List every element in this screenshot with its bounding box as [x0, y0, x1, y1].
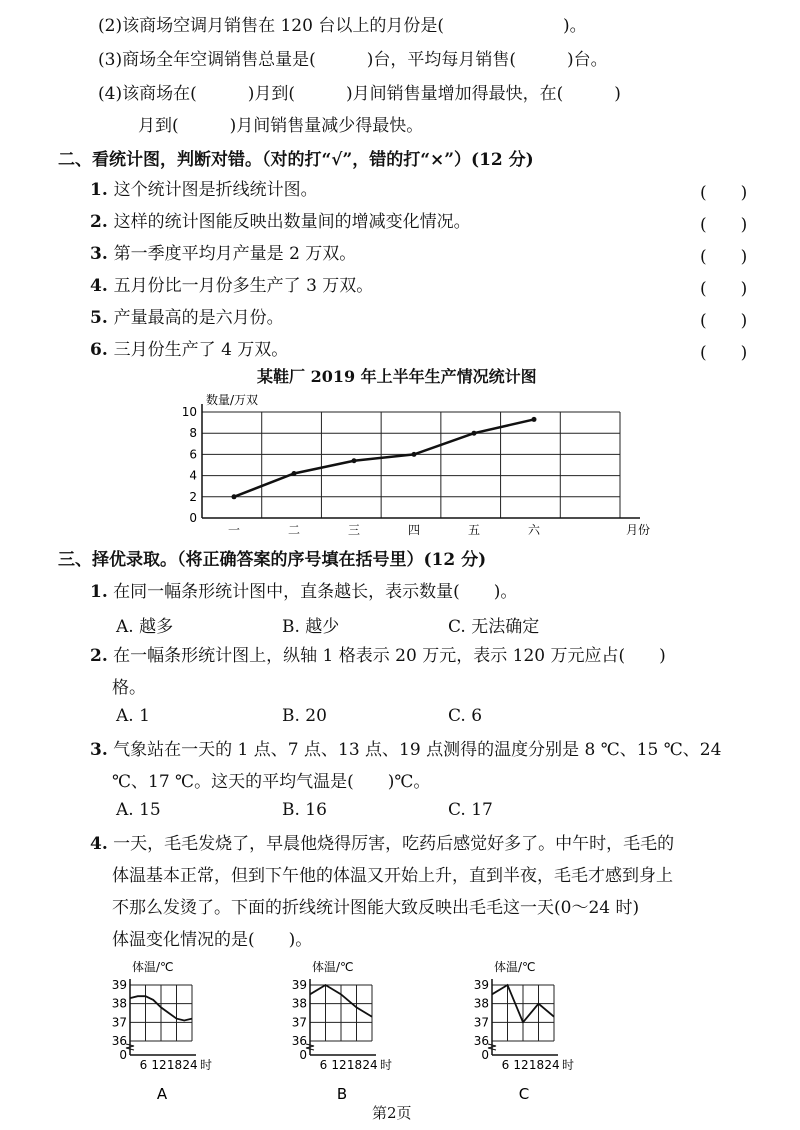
answer-parens[interactable]: ( ): [700, 215, 748, 235]
x-tick-label: 12: [331, 1058, 347, 1072]
y-tick-label: 0: [481, 1048, 489, 1062]
y-tick-label: 36: [291, 1034, 307, 1048]
chart-caption: C: [518, 1085, 530, 1103]
y-tick-label: 38: [111, 996, 127, 1011]
question-1-3: (3)商场全年空调销售总量是( )台，平均每月销售( )台。: [98, 50, 608, 70]
x-tick-label: 24: [182, 1058, 198, 1072]
x-tick-label: 二: [287, 523, 301, 537]
axis-break-icon: [488, 1044, 496, 1050]
question-3-4-line2: 体温基本正常，但到下午他的体温又开始上升，直到半夜，毛毛才感到身上: [112, 866, 673, 886]
x-tick-label: 一: [227, 523, 241, 537]
y-tick-label: 36: [473, 1034, 489, 1048]
chart-caption: A: [156, 1085, 168, 1103]
question-3-4-line4: 体温变化情况的是( )。: [112, 930, 313, 950]
y-tick-label: 37: [291, 1015, 307, 1030]
judge-item-5: [90, 306, 284, 330]
y-tick-label: 10: [181, 405, 197, 419]
judge-item-4: [90, 274, 373, 298]
question-number: 2.: [90, 646, 108, 666]
x-tick-label: 12: [513, 1058, 529, 1072]
y-tick-label: 37: [111, 1015, 127, 1030]
question-text: 气象站在一天的 1 点、7 点、13 点、19 点测得的温度分别是 8 ℃、15 ℃、24: [113, 740, 722, 760]
option-c: C. 17: [448, 800, 493, 820]
data-point: [232, 494, 237, 499]
item-number: 2.: [90, 212, 114, 232]
x-tick-label: 24: [362, 1058, 378, 1072]
judge-item-3: [90, 242, 356, 266]
y-tick-label: 36: [111, 1034, 127, 1048]
y-axis-label: 体温/℃: [312, 960, 354, 974]
question-number: 1.: [90, 582, 108, 602]
x-tick-label: 12: [151, 1058, 167, 1072]
chart-title: 某鞋厂 2019 年上半年生产情况统计图: [257, 367, 537, 386]
question-number: 4.: [90, 834, 108, 854]
series-line: [234, 419, 534, 496]
x-axis-label: 时: [199, 1058, 213, 1072]
x-axis-label: 时: [379, 1058, 393, 1072]
x-tick-label: 6: [139, 1058, 148, 1072]
x-tick-label: 18: [166, 1058, 183, 1072]
y-tick-label: 38: [291, 996, 307, 1011]
x-tick-label: 18: [346, 1058, 363, 1072]
temperature-chart-a: [100, 955, 260, 1105]
y-tick-label: 39: [291, 978, 307, 992]
data-point: [532, 417, 537, 422]
x-tick-label: 四: [407, 523, 421, 537]
data-point: [292, 471, 297, 476]
temperature-chart-b: [280, 955, 440, 1105]
item-text: 五月份比一月份多生产了 3 万双。: [113, 276, 374, 296]
option-c: C. 无法确定: [448, 617, 540, 637]
page-number: 第2页: [372, 1104, 412, 1122]
item-text: 这个统计图是折线统计图。: [113, 180, 318, 200]
judge-item-6: [90, 338, 288, 362]
question-text: 在同一幅条形统计图中，直条越长，表示数量( )。: [113, 582, 518, 602]
y-tick-label: 8: [189, 426, 197, 441]
item-text: 三月份生产了 4 万双。: [113, 340, 289, 360]
y-axis-label: 体温/℃: [494, 960, 536, 974]
option-b: B. 越少: [282, 617, 340, 637]
y-tick-label: 38: [473, 996, 489, 1011]
data-point: [352, 458, 357, 463]
question-1-2: (2)该商场空调月销售在 120 台以上的月份是( )。: [98, 16, 587, 36]
option-b: B. 16: [282, 800, 327, 820]
y-tick-label: 0: [119, 1048, 127, 1062]
option-a: A. 15: [116, 800, 161, 820]
y-axis-label: 体温/℃: [132, 960, 174, 974]
question-1-4-line2: 月到( )月间销售量减少得最快。: [138, 116, 424, 136]
y-tick-label: 0: [189, 511, 197, 525]
answer-parens[interactable]: ( ): [700, 183, 748, 203]
question-3-3-cont: ℃、17 ℃。这天的平均气温是( )℃。: [112, 772, 431, 792]
y-tick-label: 6: [189, 447, 197, 462]
x-tick-label: 五: [467, 523, 481, 537]
data-point: [412, 452, 417, 457]
item-number: 5.: [90, 308, 114, 328]
option-c: C. 6: [448, 706, 483, 726]
item-number: 3.: [90, 244, 114, 264]
section-3-heading: 三、择优录取。（将正确答案的序号填在括号里）(12 分): [58, 550, 487, 570]
item-text: 这样的统计图能反映出数量间的增减变化情况。: [113, 212, 471, 232]
x-tick-label: 6: [501, 1058, 510, 1072]
question-3-3: [90, 738, 721, 762]
y-tick-label: 0: [299, 1048, 307, 1062]
x-tick-label: 六: [527, 523, 541, 537]
temperature-chart-c: [462, 955, 622, 1105]
y-tick-label: 2: [189, 489, 197, 504]
answer-parens[interactable]: ( ): [700, 311, 748, 331]
x-axis-label: 时: [561, 1058, 575, 1072]
question-3-1: [90, 580, 517, 604]
question-3-4-line3: 不那么发烫了。下面的折线统计图能大致反映出毛毛这一天(0～24 时): [112, 898, 640, 918]
production-line-chart: [170, 388, 690, 538]
question-3-2: [90, 644, 666, 668]
judge-item-2: [90, 210, 471, 234]
option-a: A. 1: [116, 706, 150, 726]
x-axis-label: 月份: [625, 523, 651, 537]
question-3-2-cont: 格。: [112, 678, 146, 698]
question-text: 一天，毛毛发烧了，早晨他烧得厉害，吃药后感觉好多了。中午时，毛毛的: [113, 834, 675, 854]
y-tick-label: 37: [473, 1015, 489, 1030]
x-tick-label: 三: [347, 523, 361, 537]
question-text: 在一幅条形统计图上，纵轴 1 格表示 20 万元，表示 120 万元应占( ): [113, 646, 666, 666]
option-a: A. 越多: [116, 617, 174, 637]
data-point: [472, 431, 477, 436]
judge-item-1: [90, 178, 318, 202]
item-text: 产量最高的是六月份。: [113, 308, 284, 328]
y-axis-label: 数量/万双: [206, 393, 259, 407]
item-number: 6.: [90, 340, 114, 360]
question-1-4-line1: (4)该商场在( )月到( )月间销售量增加得最快，在( ): [98, 84, 621, 104]
axis-break-icon: [306, 1044, 314, 1050]
x-tick-label: 6: [319, 1058, 328, 1072]
question-3-4-line1: [90, 832, 674, 856]
answer-parens[interactable]: ( ): [700, 247, 748, 267]
item-number: 4.: [90, 276, 114, 296]
chart-caption: B: [336, 1085, 348, 1103]
y-tick-label: 39: [473, 978, 489, 992]
item-text: 第一季度平均月产量是 2 万双。: [113, 244, 357, 264]
item-number: 1.: [90, 180, 114, 200]
question-number: 3.: [90, 740, 108, 760]
x-tick-label: 18: [528, 1058, 545, 1072]
y-tick-label: 39: [111, 978, 127, 992]
axis-break-icon: [126, 1044, 134, 1050]
y-tick-label: 4: [189, 468, 197, 483]
x-tick-label: 24: [544, 1058, 560, 1072]
answer-parens[interactable]: ( ): [700, 343, 748, 363]
answer-parens[interactable]: ( ): [700, 279, 748, 299]
section-2-heading: 二、看统计图，判断对错。（对的打“√”，错的打“×”）(12 分): [58, 150, 534, 170]
option-b: B. 20: [282, 706, 327, 726]
